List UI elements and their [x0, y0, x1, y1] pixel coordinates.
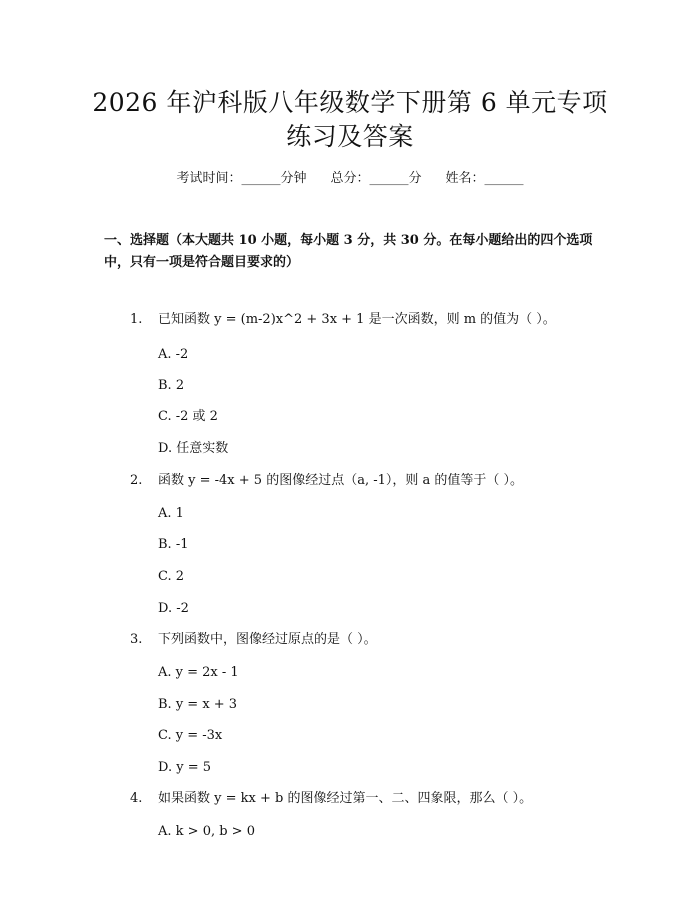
- exam-score: 总分：______分: [330, 171, 422, 186]
- section-heading: 一、选择题（本大题共 10 小题，每小题 3 分，共 30 分。在每小题给出的四个选项中，只有一项是符合题目要求的）: [104, 233, 593, 270]
- question-3-option-a: A. y = 2x - 1: [158, 665, 239, 680]
- question-1-option-c: C. -2 或 2: [158, 409, 218, 424]
- question-2-option-d: D. -2: [158, 601, 189, 616]
- question-stem: 下列函数中，图像经过原点的是（ ）。: [158, 632, 377, 647]
- question-stem: 如果函数 y = kx + b 的图像经过第一、二、四象限，那么（ ）。: [158, 791, 533, 806]
- question-1-option-b: B. 2: [158, 378, 185, 393]
- question-2-option-b: B. -1: [158, 537, 189, 552]
- question-3-option-b: B. y = x + 3: [158, 697, 238, 712]
- question-stem: 函数 y = -4x + 5 的图像经过点（a, -1），则 a 的值等于（ ）。: [158, 473, 524, 488]
- question-number: 2.: [130, 473, 143, 488]
- title-line-1: 2026 年沪科版八年级数学下册第 6 单元专项: [92, 88, 608, 117]
- question-2-option-c: C. 2: [158, 569, 185, 584]
- question-stem: 已知函数 y = (m-2)x^2 + 3x + 1 是一次函数，则 m 的值为（ ）。: [158, 312, 556, 327]
- question-3-option-c: C. y = -3x: [158, 728, 223, 743]
- exam-meta: [0, 170, 700, 188]
- question-number: 3.: [130, 632, 143, 647]
- exam-time: 考试时间：______分钟: [176, 171, 307, 186]
- question-1-option-a: A. -2: [158, 347, 189, 362]
- question-2-option-a: A. 1: [158, 506, 184, 521]
- question-1-option-d: D. 任意实数: [158, 441, 229, 456]
- title-line-2: 练习及答案: [286, 122, 414, 151]
- student-name: 姓名：______: [445, 171, 524, 186]
- question-4-option-a: A. k > 0, b > 0: [158, 824, 255, 839]
- question-3-option-d: D. y = 5: [158, 760, 211, 775]
- question-number: 4.: [130, 791, 143, 806]
- question-number: 1.: [130, 312, 143, 327]
